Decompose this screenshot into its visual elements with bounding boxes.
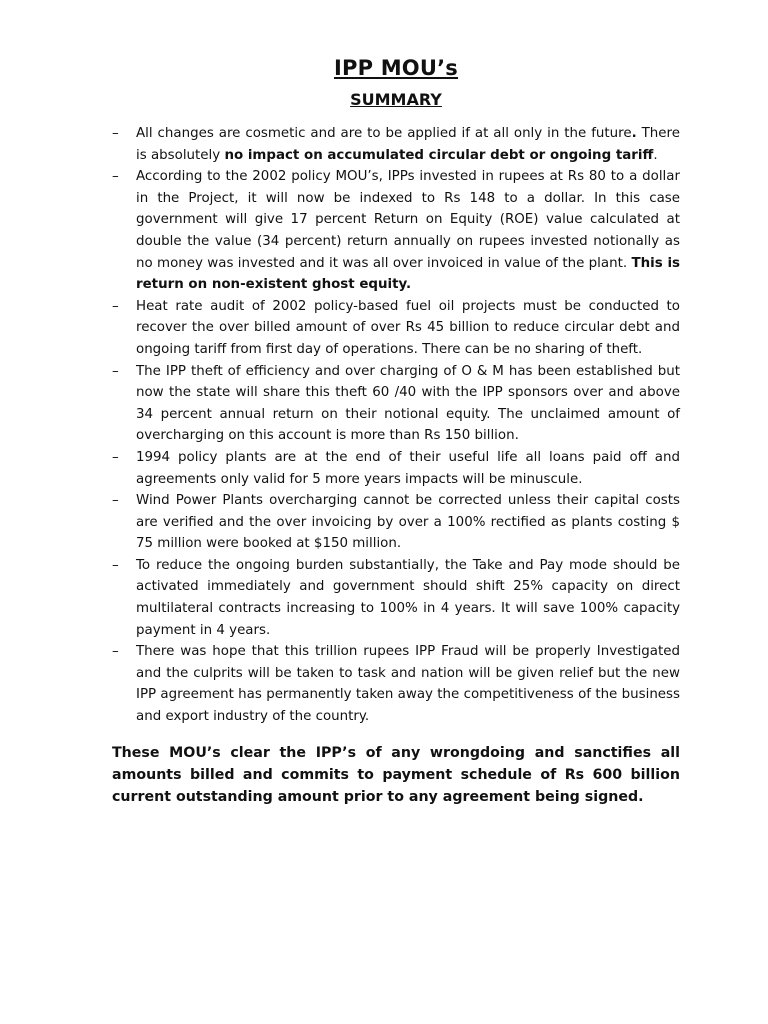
document-title: IPP MOU’s xyxy=(334,56,458,80)
item-text: . xyxy=(653,147,658,163)
bullet-dash: – xyxy=(112,169,119,185)
bullet-dash: – xyxy=(112,557,119,573)
summary-item-7 xyxy=(112,555,680,641)
summary-item-4 xyxy=(112,361,680,447)
summary-item-6 xyxy=(112,490,680,555)
summary-item-1 xyxy=(112,123,680,166)
summary-item-3 xyxy=(112,296,680,361)
summary-list xyxy=(112,123,680,728)
bullet-dash: – xyxy=(112,298,119,314)
summary-item-2 xyxy=(112,166,680,296)
conclusion-paragraph: These MOU’s clear the IPP’s of any wrongdoing and sanctifies all amounts billed and commits to payment schedule of Rs 600 billion current outstanding amount prior to any agreement being signed. xyxy=(112,744,680,805)
bullet-dash: – xyxy=(112,449,119,465)
item-text: All changes are cosmetic and are to be applied if at all only in the future xyxy=(136,126,632,141)
summary-item-5 xyxy=(112,447,680,490)
item-text-bold: This is return on non-existent ghost equity. xyxy=(136,255,681,293)
bullet-dash: – xyxy=(112,363,119,379)
item-text: There is absolutely xyxy=(136,126,680,163)
bullet-dash: – xyxy=(112,126,119,141)
summary-item-8 xyxy=(112,641,680,727)
item-text: There was hope that this trillion rupees IPP Fraud will be properly Investigated and the culprits will be taken to task and nation will be given relief but the new IPP agreement has permanently taken away the competitiveness of the business and export industry of the country. xyxy=(136,644,680,725)
bullet-dash: – xyxy=(112,644,119,660)
item-text: Heat rate audit of 2002 policy-based fuel oil projects must be conducted to recover the over billed amount of over Rs 45 billion to reduce circular debt and ongoing tariff from first day of operations. There can be no sharing of theft. xyxy=(136,298,680,357)
item-text: The IPP theft of efficiency and over charging of O & M has been established but now the state will share this theft 60 /40 with the IPP sponsors over and above 34 percent annual return on their notional equity. The unclaimed amount of overcharging on this account is more than Rs 150 billion. xyxy=(136,363,680,444)
item-text: Wind Power Plants overcharging cannot be corrected unless their capital costs are verified and the over invoicing by over a 100% rectified as plants costing $ 75 million were booked at $150 million. xyxy=(136,493,680,552)
item-text-bold: no impact on accumulated circular debt or ongoing tariff xyxy=(224,147,654,163)
item-text: 1994 policy plants are at the end of their useful life all loans paid off and agreements only valid for 5 more years impacts will be minuscule. xyxy=(136,449,680,487)
bullet-dash: – xyxy=(112,493,119,509)
item-text: According to the 2002 policy MOU’s, IPPs invested in rupees at Rs 80 to a dollar in the Project, it will now be indexed to Rs 148 to a dollar. In this case government will give 17 percent Return on Equity (ROE) value calculated at double the value (34 percent) return annually on rupees invested notionally as no money was invested and it was all over invoiced in value of the plant. xyxy=(136,169,680,271)
item-text-bold: . xyxy=(631,126,637,141)
document-subtitle: SUMMARY xyxy=(350,90,442,109)
item-text: To reduce the ongoing burden substantially, the Take and Pay mode should be activated immediately and government should shift 25% capacity on direct multilateral contracts increasing to 100% in 4 years. It will save 100% capacity payment in 4 years. xyxy=(136,557,680,638)
